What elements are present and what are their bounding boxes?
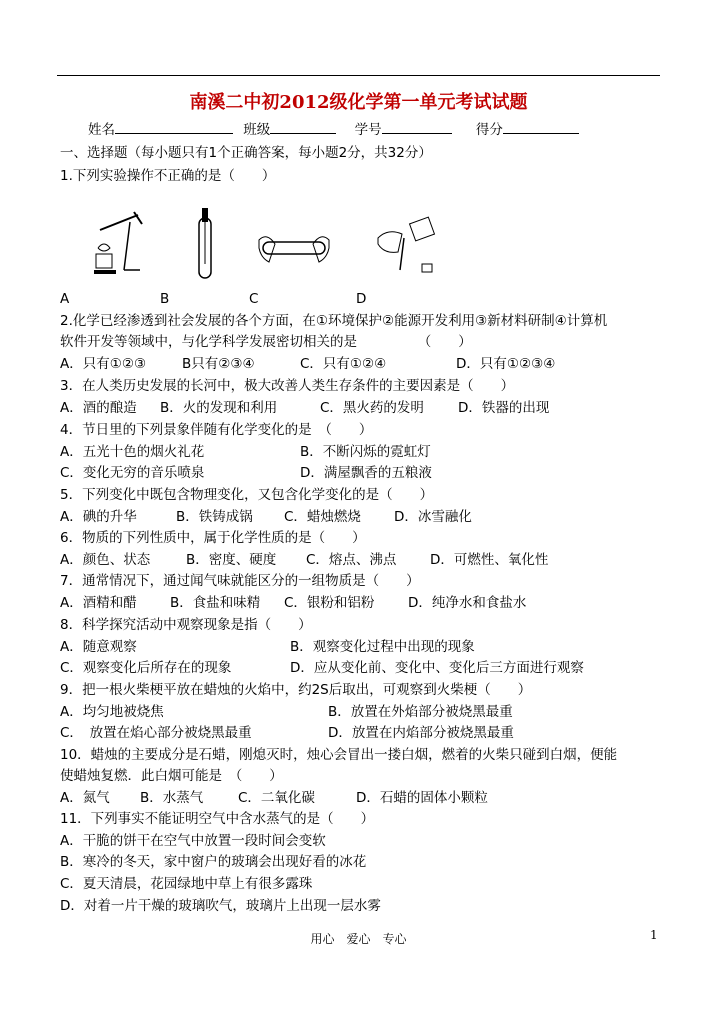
q10-stem-1: 10．蜡烛的主要成分是石蜡，刚熄灭时，烛心会冒出一搂白烟，燃着的火柴只碰到白烟，便能 [60,747,618,763]
q6-stem: 6．物质的下列性质中，属于化学性质的是（ ） [60,530,366,546]
class-blank[interactable] [270,119,336,134]
option-a[interactable]: A．颜色、状态 [60,552,151,568]
student-info-row [88,119,579,140]
option-c[interactable]: C． 放置在焰心部分被烧黑最重 [60,725,252,741]
option-d[interactable]: D．冰雪融化 [394,509,472,525]
option-d[interactable]: D．应从变化前、变化中、变化后三方面进行观察 [290,660,584,676]
header-rule [57,75,660,76]
q10-stem-2: 使蜡烛复燃．此白烟可能是 （ ） [60,768,283,784]
id-blank[interactable] [382,119,452,134]
q7-stem: 7．通常情况下，通过闻气味就能区分的一组物质是（ ） [60,573,420,589]
apparatus-b-icon [192,208,220,283]
option-d[interactable]: D．可燃性、氧化性 [430,552,549,568]
exam-title: 南溪二中初2012级化学第一单元考试试题 [189,92,528,113]
option-c[interactable]: C．只有①②④ [300,356,387,372]
option-d[interactable]: D．放置在内焰部分被烧黑最重 [328,725,514,741]
option-b[interactable]: B．放置在外焰部分被烧黑最重 [328,704,513,720]
apparatus-d-icon [368,208,448,283]
q2-stem-1: 2.化学已经渗透到社会发展的各个方面，在①环境保护②能源开发利用③新材料研制④计算机 [60,313,608,329]
option-a[interactable]: A．均匀地被烧焦 [60,704,164,720]
option-c[interactable]: C．银粉和铝粉 [284,595,375,611]
q3-stem: 3．在人类历史发展的长河中，极大改善人类生存条件的主要因素是（ ） [60,378,515,394]
name-blank[interactable] [115,119,233,134]
q9-stem: 9．把一根火柴梗平放在蜡烛的火焰中，约2S后取出，可观察到火柴梗（ ） [60,682,532,698]
option-a[interactable]: A．氮气 [60,790,110,806]
option-label-b: B [160,291,170,307]
option-label-d: D [356,291,367,307]
option-a[interactable]: A．干脆的饼干在空气中放置一段时间会变软 [60,833,326,849]
option-c[interactable]: C．二氧化碳 [238,790,315,806]
option-d[interactable]: D．满屋飘香的五粮液 [300,465,432,481]
option-c[interactable]: C．蜡烛燃烧 [284,509,361,525]
apparatus-a-icon [90,210,150,280]
option-b[interactable]: B．水蒸气 [140,790,204,806]
option-d[interactable]: D．纯净水和食盐水 [408,595,527,611]
option-b[interactable]: B只有②③④ [182,356,255,372]
option-d[interactable]: D．只有①②③④ [456,356,556,372]
score-label: 得分 [475,122,503,138]
option-c[interactable]: C．黑火药的发明 [320,400,424,416]
page-number: 1 [650,928,658,942]
q4-stem: 4．节日里的下列景象伴随有化学变化的是 （ ） [60,422,373,438]
q1-figures [60,200,460,290]
q1-stem: 1.下列实验操作不正确的是（ ） [60,168,276,184]
option-b[interactable]: B．铁铸成锅 [176,509,253,525]
option-d[interactable]: D．石蜡的固体小颗粒 [356,790,488,806]
option-b[interactable]: B．不断闪烁的霓虹灯 [300,444,431,460]
option-a[interactable]: A．五光十色的烟火礼花 [60,444,205,460]
option-d[interactable]: D．铁器的出现 [458,400,550,416]
option-a[interactable]: A．只有①②③ [60,356,147,372]
score-blank[interactable] [503,119,579,134]
option-c[interactable]: C．观察变化后所存在的现象 [60,660,232,676]
page-footer: 用心 爱心 专心 [310,932,407,946]
q5-stem: 5．下列变化中既包含物理变化，又包含化学变化的是（ ） [60,487,434,503]
option-b[interactable]: B．火的发现和利用 [160,400,278,416]
apparatus-c-icon [255,222,335,277]
class-label: 班级 [243,122,271,138]
option-b[interactable]: B．寒冷的冬天，家中窗户的玻璃会出现好看的冰花 [60,854,367,870]
option-c[interactable]: C．熔点、沸点 [306,552,397,568]
q8-stem: 8．科学探究活动中观察现象是指（ ） [60,617,312,633]
q11-stem: 11．下列事实不能证明空气中含水蒸气的是（ ） [60,811,375,827]
option-label-c: C [249,291,259,307]
option-a[interactable]: A．酒精和醋 [60,595,137,611]
option-c[interactable]: C．夏天清晨，花园绿地中草上有很多露珠 [60,876,313,892]
option-b[interactable]: B．密度、硬度 [186,552,277,568]
option-b[interactable]: B．观察变化过程中出现的现象 [290,639,475,655]
option-a[interactable]: A．碘的升华 [60,509,137,525]
option-d[interactable]: D．对着一片干燥的玻璃吹气，玻璃片上出现一层水雾 [60,898,381,914]
option-a[interactable]: A．随意观察 [60,639,137,655]
name-label: 姓名 [88,122,115,138]
q2-stem-2: 软件开发等领域中，与化学科学发展密切相关的是 （ ） [60,334,472,350]
option-a[interactable]: A．酒的酿造 [60,400,137,416]
id-label: 学号 [354,122,382,138]
option-c[interactable]: C．变化无穷的音乐喷泉 [60,465,205,481]
option-b[interactable]: B．食盐和味精 [170,595,261,611]
option-label-a: A [60,291,70,307]
section-heading: 一、选择题（每小题只有1个正确答案，每小题2分，共32分） [60,145,432,161]
